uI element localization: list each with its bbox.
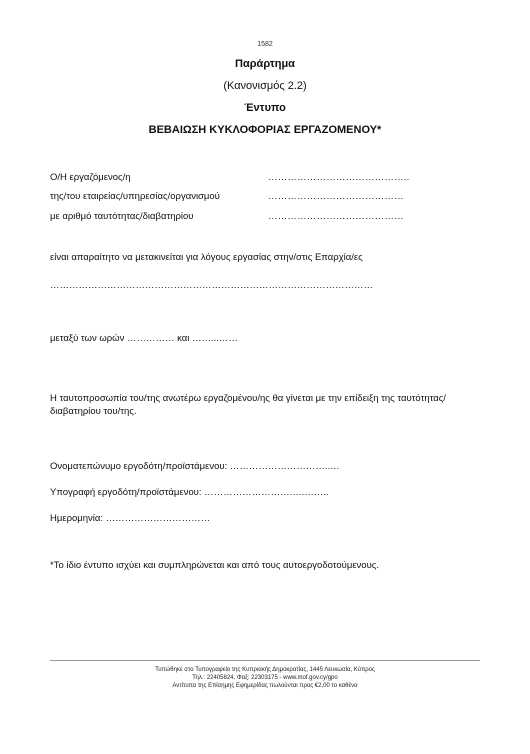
form-label: Έντυπο <box>244 102 286 114</box>
id-field: …………………………………… <box>268 211 404 222</box>
regulation-reference: (Κανονισμός 2.2) <box>223 80 307 92</box>
page-number: 1582 <box>257 41 273 48</box>
company-field: …………………………………… <box>268 191 404 202</box>
employee-field: …………………………………….. <box>268 172 410 183</box>
employer-name-field: Ονοματεπώνυμο εργοδότη/προϊστάμενου: …………………………..… <box>50 461 340 472</box>
annex-title: Παράρτημα <box>235 58 295 70</box>
employee-label: Ο/Η εργαζόμενος/η <box>50 172 131 183</box>
date-field: Ημερομηνία: …………………………… <box>50 513 211 524</box>
company-label: της/του εταιρείας/υπηρεσίας/οργανισμού <box>50 191 220 202</box>
id-label: με αριθμό ταυτότητας/διαβατηρίου <box>50 211 194 222</box>
footnote: *Το ίδιο έντυπο ισχύει και συμπληρώνεται και από τους αυτοεργοδοτούμενους. <box>50 560 380 571</box>
identity-statement: Η ταυτοπροσωπία του/της ανωτέρω εργαζομένου/ης θα γίνεται με την επίδειξη της ταυτότητας/διαβατηρίου του/της. <box>50 393 446 417</box>
footer-contact-line: Τηλ.: 22405824, Φαξ: 22303175 - www.mof.gov.cy/gpo <box>192 675 338 681</box>
footer-printer-line: Τυπώθηκε στο Τυπογραφείο της Κυπριακής Δημοκρατίας, 1445 Λευκωσία, Κύπρος <box>155 667 375 673</box>
document-heading: ΒΕΒΑΙΩΣΗ ΚΥΚΛΟΦΟΡΙΑΣ ΕΡΓΑΖΟΜΕΝΟΥ* <box>148 124 382 136</box>
footer-price-line: Αντίτυπα της Επίσημης Εφημερίδας πωλούνται προς €2,00 το καθένα <box>172 683 358 689</box>
hours-field: μεταξύ των ωρών …………… και ……...…… <box>50 333 238 344</box>
district-field: ………………………………………………………………………………………… <box>50 280 373 291</box>
employer-signature-field: Υπογραφή εργοδότη/προϊστάμενου: ……………………….….…….. <box>50 487 329 498</box>
footer-divider <box>50 660 480 661</box>
movement-statement: είναι απαραίτητο να μετακινείται για λόγους εργασίας στην/στις Επαρχία/ες <box>50 252 363 263</box>
